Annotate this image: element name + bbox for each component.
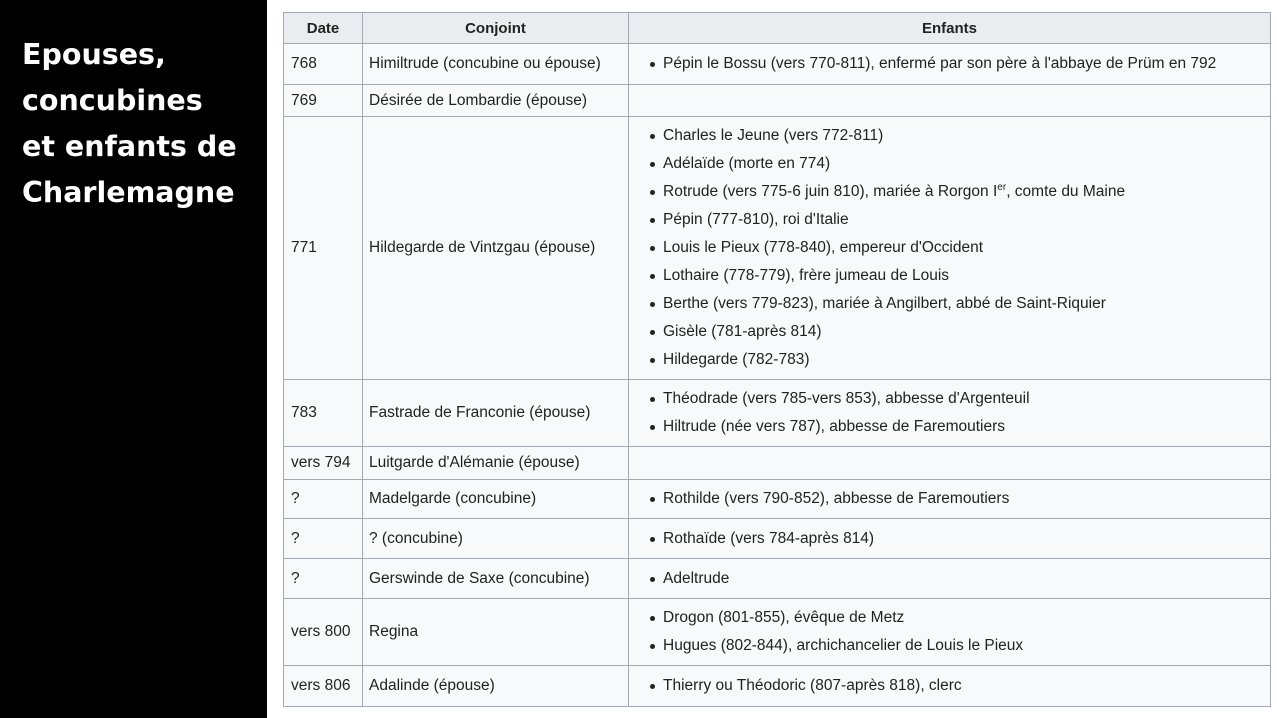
table-row [284,666,1271,707]
ordinal-superscript: er [997,182,1007,193]
spouses-children-table [283,12,1271,707]
child-item: Rothilde (vers 790-852), abbesse de Faremoutiers [663,485,1264,513]
child-item: Théodrade (vers 785-vers 853), abbesse d'Argenteuil [663,385,1264,413]
date-cell: vers 794 [284,447,363,480]
child-item: Rothaïde (vers 784-après 814) [663,525,1264,553]
children-cell [629,480,1271,519]
children-cell [629,117,1271,380]
table-row [284,44,1271,85]
spouse-cell: Hildegarde de Vintzgau (épouse) [363,117,629,380]
title-line: et enfants de [22,130,237,163]
child-item: Pépin (777-810), roi d'Italie [663,206,1264,234]
spouse-cell: Luitgarde d'Alémanie (épouse) [363,447,629,480]
title-line: concubines [22,84,203,117]
child-item [663,178,1264,206]
child-text-tail: , comte du Maine [1006,183,1126,200]
children-list [663,525,1264,553]
title-panel [0,0,267,718]
date-cell: 769 [284,85,363,117]
children-cell [629,44,1271,85]
child-text: Rotrude (vers 775-6 juin 810), mariée à Rorgon I [663,183,998,200]
table-row [284,599,1271,666]
children-cell [629,447,1271,480]
child-item: Pépin le Bossu (vers 770-811), enfermé par son père à l'abbaye de Prüm en 792 [663,50,1264,78]
table-row [284,85,1271,117]
spouse-cell: Regina [363,599,629,666]
slide-title [22,32,262,216]
child-item: Charles le Jeune (vers 772-811) [663,122,1264,150]
children-cell [629,599,1271,666]
children-list [663,672,1264,700]
children-cell [629,666,1271,707]
table-row [284,480,1271,519]
child-item: Hiltrude (née vers 787), abbesse de Faremoutiers [663,413,1264,441]
child-item: Adélaïde (morte en 774) [663,150,1264,178]
children-list [663,485,1264,513]
children-list [663,385,1264,441]
child-item: Thierry ou Théodoric (807-après 818), clerc [663,672,1264,700]
date-cell: ? [284,480,363,519]
table-row [284,559,1271,599]
children-list [663,565,1264,593]
children-cell [629,380,1271,447]
title-line: Charlemagne [22,176,235,209]
table-row [284,519,1271,559]
child-item: Lothaire (778-779), frère jumeau de Louis [663,262,1264,290]
spouse-cell: Désirée de Lombardie (épouse) [363,85,629,117]
header-spouse: Conjoint [363,13,629,44]
table-header-row [284,13,1271,44]
child-item: Louis le Pieux (778-840), empereur d'Occident [663,234,1264,262]
children-cell [629,85,1271,117]
child-item: Hildegarde (782-783) [663,346,1264,374]
table-row [284,380,1271,447]
spouse-cell: Himiltrude (concubine ou épouse) [363,44,629,85]
date-cell: ? [284,519,363,559]
spouse-cell: ? (concubine) [363,519,629,559]
date-cell: vers 800 [284,599,363,666]
child-item: Berthe (vers 779-823), mariée à Angilbert, abbé de Saint-Riquier [663,290,1264,318]
children-list [663,604,1264,660]
children-cell [629,519,1271,559]
children-list [663,50,1264,78]
table-row [284,447,1271,480]
child-item: Hugues (802-844), archichancelier de Louis le Pieux [663,632,1264,660]
date-cell: ? [284,559,363,599]
spouse-cell: Fastrade de Franconie (épouse) [363,380,629,447]
date-cell: vers 806 [284,666,363,707]
spouse-cell: Adalinde (épouse) [363,666,629,707]
child-item: Gisèle (781-après 814) [663,318,1264,346]
title-line: Epouses, [22,38,166,71]
child-item: Adeltrude [663,565,1264,593]
children-list [663,122,1264,374]
header-date: Date [284,13,363,44]
table-row [284,117,1271,380]
date-cell: 783 [284,380,363,447]
children-cell [629,559,1271,599]
child-item: Drogon (801-855), évêque de Metz [663,604,1264,632]
date-cell: 768 [284,44,363,85]
spouse-cell: Gerswinde de Saxe (concubine) [363,559,629,599]
header-children: Enfants [629,13,1271,44]
date-cell: 771 [284,117,363,380]
spouse-cell: Madelgarde (concubine) [363,480,629,519]
